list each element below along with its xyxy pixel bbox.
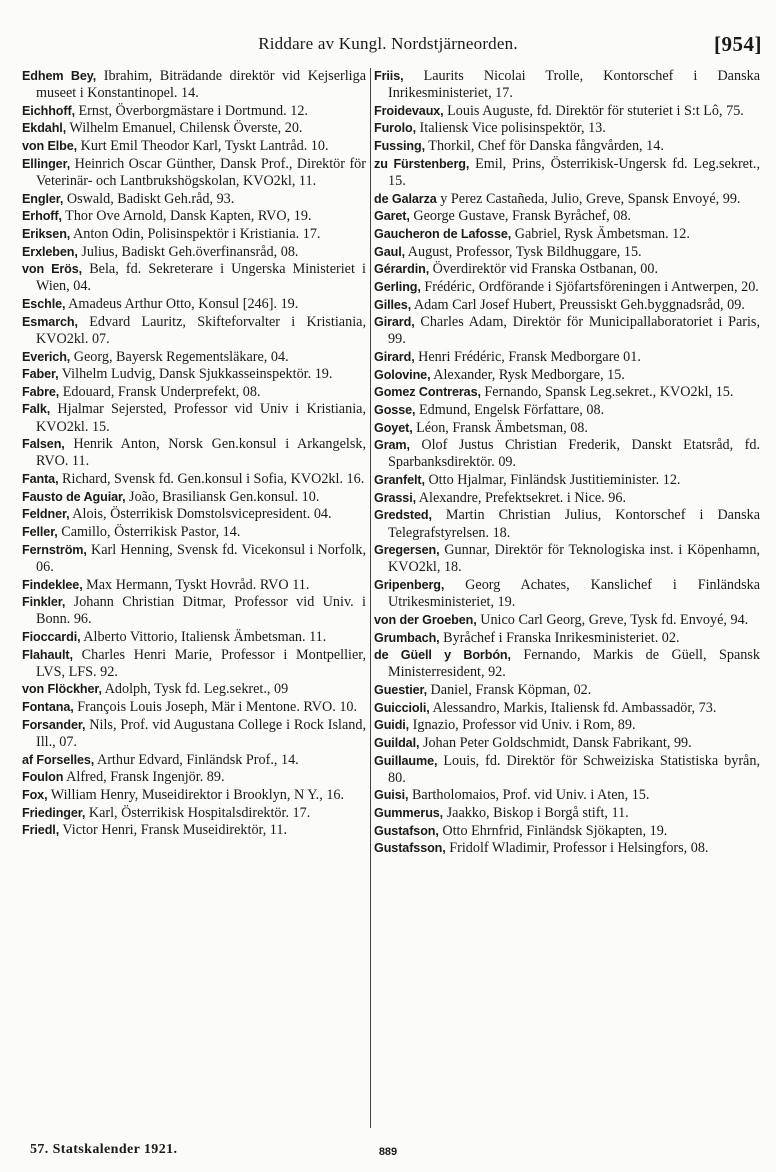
entry-name: Gredsted, (374, 508, 432, 523)
directory-entry (22, 208, 366, 225)
entry-name: de Galarza (374, 191, 437, 206)
entry-name: Golovine, (374, 367, 431, 382)
entry-name: Goyet, (374, 420, 413, 435)
directory-entry (374, 735, 760, 752)
entry-text: Ignazio, Professor vid Univ. i Rom, 89. (409, 717, 636, 734)
entry-text: Alexandre, Prefektsekret. i Nice. 96. (416, 489, 626, 506)
entry-name: Fernström, (22, 542, 87, 557)
directory-entry (22, 226, 366, 243)
directory-entry (374, 349, 760, 366)
entry-name: Girard, (374, 350, 415, 364)
entry-text: Adam Carl Josef Hubert, Preussiskt Geh.byggnadsråd, 09. (411, 296, 745, 313)
entry-text: Italiensk Vice polisinspektör, 13. (415, 120, 606, 137)
entry-text: Léon, Fransk Ämbetsman, 08. (412, 419, 588, 436)
directory-entry (374, 103, 760, 120)
directory-entry (374, 314, 760, 348)
entry-name: Finkler, (22, 595, 66, 610)
directory-entry (22, 366, 366, 383)
entry-text: Arthur Edvard, Finländsk Prof., 14. (94, 751, 299, 768)
directory-entry (374, 717, 760, 734)
entry-name: Esmarch, (22, 314, 78, 329)
entry-text: Fernando, Markis de Güell, Spansk Ministerresident, 92. (388, 647, 760, 681)
entry-name: Foulon (22, 770, 64, 785)
entry-name: Eriksen, (22, 226, 71, 241)
directory-entry (22, 542, 366, 576)
directory-entry (374, 261, 760, 278)
entry-name: Gripenberg, (374, 578, 445, 593)
signature-mark: 57. Statskalender 1921. (30, 1142, 178, 1157)
entry-name: Guiccioli, (374, 700, 430, 715)
entry-name: Fausto de Aguiar, (22, 489, 126, 504)
directory-entry (374, 68, 760, 102)
entry-text: Charles Adam, Direktör för Municipallaboratoriet i Paris, 99. (388, 314, 760, 348)
entry-text: y Perez Castañeda, Julio, Greve, Spansk Envoyé, 99. (436, 190, 741, 207)
directory-entry (22, 261, 366, 295)
entry-name: zu Fürstenberg, (374, 156, 470, 171)
entry-name: Gummerus, (374, 806, 444, 821)
entry-name: Guidi, (374, 718, 410, 733)
entry-name: Gregersen, (374, 543, 440, 558)
entry-text: William Henry, Museidirektor i Brooklyn, N Y., 16. (47, 786, 345, 803)
entry-name: Findeklee, (22, 577, 83, 592)
entry-name: Erhoff, (22, 209, 62, 224)
column-divider (370, 68, 371, 1128)
entry-text: Henrik Anton, Norsk Gen.konsul i Arkangelsk, RVO. 11. (36, 436, 366, 470)
entry-text: Charles Henri Marie, Professor i Montpellier, LVS, LFS. 92. (36, 646, 366, 680)
entry-name: Grassi, (374, 490, 417, 505)
entry-text: Hjalmar Sejersted, Professor vid Univ i Kristiania, KVO2kl. 15. (36, 401, 366, 435)
directory-entry (22, 577, 366, 594)
entry-text: João, Brasiliansk Gen.konsul. 10. (125, 488, 320, 505)
entry-name: Edhem Bey, (22, 69, 97, 83)
entry-text: François Louis Joseph, Mär i Mentone. RVO. 10. (73, 699, 358, 716)
entry-name: Forsander, (22, 717, 86, 732)
entry-name: Gaul, (374, 244, 405, 259)
directory-entry (374, 542, 760, 576)
directory-entry (22, 822, 366, 839)
entry-text: Byråchef i Franska Inrikesministeriet. 02. (439, 629, 680, 646)
entry-name: Friis, (374, 69, 404, 83)
entry-name: Gerling, (374, 279, 421, 294)
entry-name: Gilles, (374, 297, 412, 312)
directory-entry (374, 437, 760, 471)
entry-name: Guestier, (374, 682, 427, 697)
entry-text: Olof Justus Christian Frederik, Danskt Etatsråd, fd. Sparbanksdirektör. 09. (388, 437, 760, 471)
entry-name: Gomez Contreras, (374, 385, 481, 400)
entry-name: Fussing, (374, 139, 425, 154)
entry-name: Gustafson, (374, 823, 439, 838)
entry-text: Kurt Emil Theodor Karl, Tyskt Lantråd. 10. (77, 138, 329, 155)
entry-name: Fabre, (22, 384, 60, 399)
entry-text: Thorkil, Chef för Danska fångvården, 14. (424, 138, 664, 155)
entry-text: Anton Odin, Polisinspektör i Kristiania. 17. (70, 225, 321, 242)
entry-text: Bela, fd. Sekreterare i Ungerska Ministeriet i Wien, 04. (36, 261, 366, 295)
directory-entry (22, 401, 366, 435)
entry-text: Wilhelm Emanuel, Chilensk Överste, 20. (66, 120, 303, 137)
entry-text: Gabriel, Rysk Ämbetsman. 12. (511, 225, 690, 242)
entry-text: Adolph, Tysk fd. Leg.sekret., 09 (101, 681, 289, 698)
entry-name: Friedinger, (22, 805, 86, 820)
entry-text: Otto Hjalmar, Finländsk Justitieminister. 12. (424, 472, 681, 489)
directory-entry (22, 191, 366, 208)
directory-entry (374, 208, 760, 225)
entry-text: Gunnar, Direktör för Teknologiska inst. i Köpenhamn, KVO2kl, 18. (388, 542, 760, 576)
entry-name: Ellinger, (22, 156, 71, 171)
directory-entry (22, 296, 366, 313)
directory-entry (22, 471, 366, 488)
directory-entry (374, 191, 760, 208)
directory-entry (374, 226, 760, 243)
entry-name: Guildal, (374, 735, 420, 750)
entry-name: von Elbe, (22, 139, 78, 154)
directory-entry (374, 138, 760, 155)
directory-entry (374, 630, 760, 647)
entry-name: Ekdahl, (22, 121, 67, 136)
entry-text: Unico Carl Georg, Greve, Tysk fd. Envoyé, 94. (476, 611, 749, 628)
entry-text: Oswald, Badiskt Geh.råd, 93. (63, 190, 235, 207)
page-header (0, 0, 776, 66)
directory-entry (22, 717, 366, 751)
entry-name: Flahault, (22, 647, 73, 662)
entry-text: Edouard, Fransk Underprefekt, 08. (59, 383, 261, 400)
directory-entry (374, 823, 760, 840)
entry-columns (22, 68, 762, 1128)
directory-entry (22, 349, 366, 366)
directory-entry (374, 753, 760, 787)
directory-entry (374, 367, 760, 384)
entry-name: Fanta, (22, 472, 59, 487)
directory-entry (374, 682, 760, 699)
directory-entry (374, 787, 760, 804)
left-column (22, 68, 366, 1128)
entry-name: Faber, (22, 367, 59, 382)
entry-name: Eschle, (22, 297, 66, 312)
entry-text: Julius, Badiskt Geh.överfinansråd, 08. (77, 243, 299, 260)
page-number: [954] (714, 32, 762, 56)
entry-text: Louis Auguste, fd. Direktör för stuteriet i S:t Lô, 75. (443, 102, 744, 119)
entry-name: Gosse, (374, 402, 416, 417)
entry-text: Georg, Bayersk Regementsläkare, 04. (70, 348, 289, 365)
directory-entry (22, 436, 366, 470)
directory-entry (22, 594, 366, 628)
entry-name: Guisi, (374, 788, 409, 803)
entry-text: Fridolf Wladimir, Professor i Helsingfors, 08. (445, 840, 709, 857)
directory-entry (22, 120, 366, 137)
directory-entry (22, 699, 366, 716)
entry-text: Martin Christian Julius, Kontorschef i Danska Telegrafstyrelsen. 18. (388, 507, 760, 541)
entry-text: Richard, Svensk fd. Gen.konsul i Sofia, KVO2kl. 16. (58, 471, 365, 488)
entry-text: Ibrahim, Biträdande direktör vid Kejserliga museet i Konstantinopel. 14. (36, 68, 367, 102)
entry-text: Camillo, Österrikisk Pastor, 14. (57, 524, 241, 541)
directory-entry (22, 68, 366, 102)
entry-name: af Forselles, (22, 752, 95, 767)
running-title: Riddare av Kungl. Nordstjärneorden. (258, 34, 518, 53)
entry-text: Victor Henri, Fransk Museidirektör, 11. (59, 822, 287, 839)
directory-entry (22, 384, 366, 401)
entry-name: Guillaume, (374, 753, 438, 768)
entry-text: Alfred, Fransk Ingenjör. 89. (63, 769, 225, 786)
entry-text: Alois, Österrikisk Domstolsvicepresident. 04. (69, 506, 332, 523)
entry-text: Laurits Nicolai Trolle, Kontorschef i Danska Inrikesministeriet, 17. (388, 68, 760, 102)
directory-entry (374, 297, 760, 314)
entry-name: Fox, (22, 787, 48, 802)
folio-number: 889 (378, 1146, 398, 1158)
directory-entry (374, 507, 760, 541)
directory-entry (374, 279, 760, 296)
entry-name: Gram, (374, 438, 410, 453)
directory-entry (22, 506, 366, 523)
directory-entry (22, 681, 366, 698)
entry-name: Fontana, (22, 700, 74, 715)
entry-text: Edvard Lauritz, Skifteforvalter i Kristiania, KVO2kl. 07. (36, 313, 366, 347)
directory-entry (374, 120, 760, 137)
entry-name: Gérardin, (374, 262, 430, 277)
directory-entry (374, 647, 760, 681)
directory-entry (374, 805, 760, 822)
directory-entry (374, 156, 760, 190)
entry-name: Engler, (22, 191, 64, 206)
entry-text: Daniel, Fransk Köpman, 02. (427, 681, 592, 698)
entry-text: Karl, Österrikisk Hospitalsdirektör. 17. (85, 804, 311, 821)
entry-name: von Erös, (22, 262, 83, 277)
directory-entry (22, 647, 366, 681)
directory-entry (22, 489, 366, 506)
entry-text: Otto Ehrnfrid, Finländsk Sjökapten, 19. (438, 822, 668, 839)
directory-entry (374, 490, 760, 507)
directory-entry (374, 577, 760, 611)
entry-text: Heinrich Oscar Günther, Dansk Prof., Direktör för Veterinär- och Lantbrukshögskolan, KVO2kl, 11. (36, 155, 366, 189)
entry-name: Feller, (22, 525, 58, 540)
right-column (374, 68, 760, 1128)
entry-name: de Güell y Borbón, (374, 648, 511, 663)
entry-text: Henri Frédéric, Fransk Medborgare 01. (414, 349, 641, 365)
entry-text: Edmund, Engelsk Författare, 08. (415, 401, 605, 418)
entry-text: August, Professor, Tysk Bildhuggare, 15. (405, 243, 642, 260)
directory-entry (22, 805, 366, 822)
entry-text: Bartholomaios, Prof. vid Univ. i Aten, 15. (408, 787, 650, 804)
entry-text: Georg Achates, Kanslichef i Finländska Utrikesministeriet, 19. (388, 577, 760, 611)
entry-text: Ernst, Överborgmästare i Dortmund. 12. (74, 102, 308, 119)
entry-text: George Gustave, Fransk Byråchef, 08. (409, 208, 631, 225)
directory-entry (374, 700, 760, 717)
entry-text: Amadeus Arthur Otto, Konsul [246]. 19. (65, 296, 299, 313)
entry-text: Johan Peter Goldschmidt, Dansk Fabrikant, 99. (419, 734, 692, 751)
entry-text: Alexander, Rysk Medborgare, 15. (430, 366, 625, 383)
entry-name: Furolo, (374, 121, 416, 136)
directory-entry (22, 787, 366, 804)
directory-entry (374, 840, 760, 857)
entry-text: Jaakko, Biskop i Borgå stift, 11. (443, 805, 629, 822)
entry-name: Eichhoff, (22, 103, 75, 118)
entry-name: Gustafsson, (374, 841, 446, 856)
entry-name: Falsen, (22, 437, 65, 452)
directory-entry (22, 156, 366, 190)
entry-name: Feldner, (22, 507, 70, 522)
entry-text: Emil, Prins, Österrikisk-Ungersk fd. Leg.sekret., 15. (388, 155, 760, 189)
entry-text: Louis, fd. Direktör för Schweiziska Statistiska byrån, 80. (388, 752, 760, 786)
directory-entry (22, 769, 366, 786)
directory-entry (22, 103, 366, 120)
directory-entry (22, 314, 366, 348)
entry-name: von Flöckher, (22, 682, 102, 697)
entry-name: Friedl, (22, 823, 60, 838)
entry-name: Granfelt, (374, 473, 425, 488)
entry-name: Gaucheron de Lafosse, (374, 226, 512, 241)
entry-text: Nils, Prof. vid Augustana College i Rock Island, Ill., 07. (36, 716, 366, 750)
entry-text: Överdirektör vid Franska Ostbanan, 00. (429, 261, 659, 278)
entry-name: Froidevaux, (374, 103, 444, 118)
entry-text: Johann Christian Ditmar, Professor vid Univ. i Bonn. 96. (36, 594, 366, 628)
entry-name: Garet, (374, 209, 410, 224)
directory-entry (374, 244, 760, 261)
directory-entry (22, 629, 366, 646)
directory-entry (374, 420, 760, 437)
directory-entry (22, 138, 366, 155)
directory-entry (374, 472, 760, 489)
directory-entry (374, 402, 760, 419)
entry-text: Vilhelm Ludvig, Dansk Sjukkasseinspektör. 19. (58, 366, 333, 383)
directory-entry (22, 752, 366, 769)
entry-name: Girard, (374, 315, 415, 330)
directory-entry (22, 524, 366, 541)
directory-entry (374, 612, 760, 629)
entry-name: Grumbach, (374, 630, 440, 645)
directory-entry (22, 244, 366, 261)
entry-text: Fernando, Spansk Leg.sekret., KVO2kl, 15. (480, 384, 734, 401)
entry-name: Falk, (22, 402, 51, 417)
entry-name: Erxleben, (22, 244, 78, 259)
entry-text: Thor Ove Arnold, Dansk Kapten, RVO, 19. (61, 208, 312, 225)
entry-text: Alberto Vittorio, Italiensk Ämbetsman. 11. (80, 629, 327, 645)
entry-text: Max Hermann, Tyskt Hovråd. RVO 11. (82, 576, 310, 593)
directory-entry (374, 384, 760, 401)
entry-name: Everich, (22, 349, 71, 364)
entry-name: von der Groeben, (374, 612, 477, 627)
entry-text: Karl Henning, Svensk fd. Vicekonsul i Norfolk, 06. (36, 541, 366, 575)
entry-text: Alessandro, Markis, Italiensk fd. Ambassadör, 73. (429, 699, 717, 716)
entry-name: Fioccardi, (22, 630, 81, 644)
entry-text: Frédéric, Ordförande i Sjöfartsföreningen i Antwerpen, 20. (420, 278, 759, 295)
page-footer (0, 1138, 776, 1168)
